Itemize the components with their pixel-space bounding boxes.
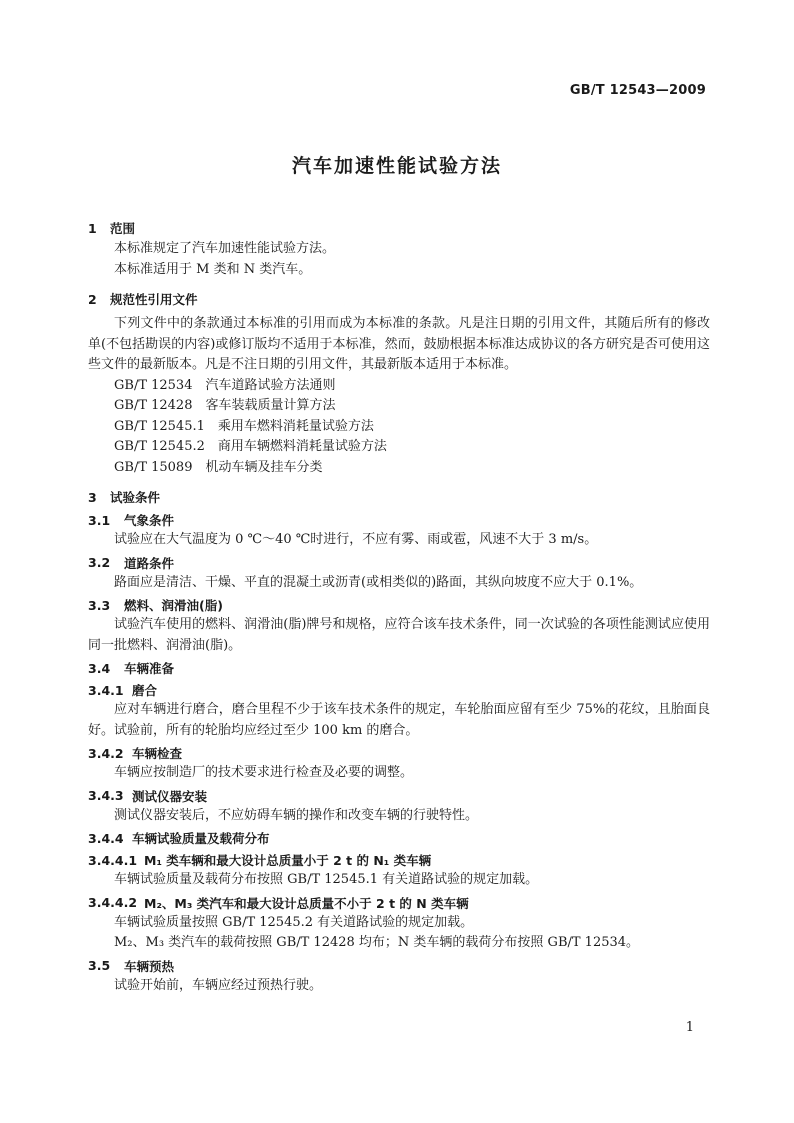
paragraph: 试验汽车使用的燃料、润滑油(脂)牌号和规格，应符合该车技术条件，同一次试验的各项性能测试应使用同一批燃料、润滑油(脂)。 [88, 617, 710, 653]
paragraph: 本标准规定了汽车加速性能试验方法。 [114, 241, 336, 256]
section-number: 3.4.4.2 [88, 895, 138, 910]
section-3-heading [88, 486, 710, 508]
reference-item: GB/T 15089 机动车辆及挂车分类 [114, 459, 323, 475]
section-title: 车辆预热 [124, 958, 175, 974]
section-3-3-heading [88, 595, 710, 615]
section-title: 车辆准备 [124, 661, 175, 676]
paragraph: 本标准适用于 M 类和 N 类汽车。 [114, 261, 312, 277]
section-3-4-4-heading [88, 828, 710, 848]
section-title: 范围 [110, 221, 136, 236]
section-number: 3.3 [88, 597, 111, 613]
section-title: 规范性引用文件 [110, 292, 198, 307]
reference-item: GB/T 12545.1 乘用车燃料消耗量试验方法 [114, 418, 374, 434]
section-3-2-heading [88, 553, 710, 573]
paragraph: 试验应在大气温度为 0 ℃～40 ℃时进行，不应有雾、雨或雹，风速不大于 3 m/s。 [114, 532, 598, 547]
section-3-4-4-1-heading [88, 850, 710, 870]
section-number: 3.4.3 [88, 788, 124, 803]
section-number: 3.1 [88, 512, 111, 528]
section-number: 3.5 [88, 958, 111, 973]
reference-item: GB/T 12428 客车装载质量计算方法 [114, 398, 336, 413]
section-number: 2 [88, 291, 97, 307]
section-number: 3.4.2 [88, 745, 124, 761]
section-2-heading [88, 288, 710, 310]
section-number: 3.4 [88, 660, 111, 676]
section-3-4-1-heading [88, 680, 710, 700]
section-number: 3.4.4.1 [88, 852, 138, 868]
section-3-4-3-heading [88, 786, 710, 806]
reference-item: GB/T 12545.2 商用车辆燃料消耗量试验方法 [114, 439, 387, 454]
section-3-4-2-heading [88, 743, 710, 763]
section-title: 燃料、润滑油(脂) [124, 598, 223, 613]
paragraph: 试验开始前，车辆应经过预热行驶。 [114, 977, 323, 993]
paragraph: 路面应是清洁、干燥、平直的混凝土或沥青(或相类似的)路面，其纵向坡度不应大于 0.1%。 [114, 574, 643, 590]
section-title: 磨合 [132, 683, 158, 698]
section-3-4-4-2-heading [88, 893, 710, 913]
reference-item: GB/T 12534 汽车道路试验方法通则 [114, 377, 336, 393]
section-title: 气象条件 [124, 513, 175, 528]
section-number: 3.4.1 [88, 682, 124, 698]
section-number: 3 [88, 489, 97, 505]
section-number: 3.2 [88, 555, 111, 570]
section-3-1-heading [88, 510, 710, 530]
section-title: 车辆试验质量及载荷分布 [132, 831, 270, 846]
section-title: 道路条件 [124, 555, 175, 571]
section-number: 3.4.4 [88, 830, 124, 846]
paragraph: 车辆应按制造厂的技术要求进行检查及必要的调整。 [114, 765, 414, 780]
paragraph: 应对车辆进行磨合，磨合里程不少于该车技术条件的规定，车轮胎面应留有至少 75%的花纹，且胎面良好。试验前，所有的轮胎均应经过至少 100 km 的磨合。 [88, 702, 710, 738]
document-body [88, 217, 710, 996]
section-title: M₂、M₃ 类汽车和最大设计总质量不小于 2 t 的 N 类车辆 [144, 895, 469, 911]
page-number: 1 [685, 1020, 694, 1035]
section-3-4-heading [88, 658, 710, 678]
paragraph: 下列文件中的条款通过本标准的引用而成为本标准的条款。凡是注日期的引用文件，其随后所有的修改单(不包括勘误的内容)或修订版均不适用于本标准，然而，鼓励根据本标准达成协议的各方研究是否可使用这些文件的最新版本。凡是不注日期的引用文件，其最新版本适用于本标准。 [88, 316, 710, 372]
paragraph: M₂、M₃ 类汽车的载荷按照 GB/T 12428 均布；N 类车辆的载荷分布按照 GB/T 12534。 [114, 935, 640, 950]
section-3-5-heading [88, 956, 710, 976]
paragraph: 车辆试验质量及载荷分布按照 GB/T 12545.1 有关道路试验的规定加载。 [114, 872, 539, 887]
paragraph: 车辆试验质量按照 GB/T 12545.2 有关道路试验的规定加载。 [114, 914, 474, 930]
section-title: 试验条件 [110, 490, 161, 505]
section-number: 1 [88, 220, 97, 236]
standard-number: GB/T 12543—2009 [569, 83, 706, 98]
paragraph: 测试仪器安装后，不应妨碍车辆的操作和改变车辆的行驶特性。 [114, 807, 479, 823]
section-title: M₁ 类车辆和最大设计总质量小于 2 t 的 N₁ 类车辆 [144, 853, 432, 868]
section-title: 车辆检查 [132, 746, 183, 761]
document-title: 汽车加速性能试验方法 [291, 155, 502, 177]
section-title: 测试仪器安装 [132, 788, 208, 804]
section-1-heading [88, 217, 710, 239]
